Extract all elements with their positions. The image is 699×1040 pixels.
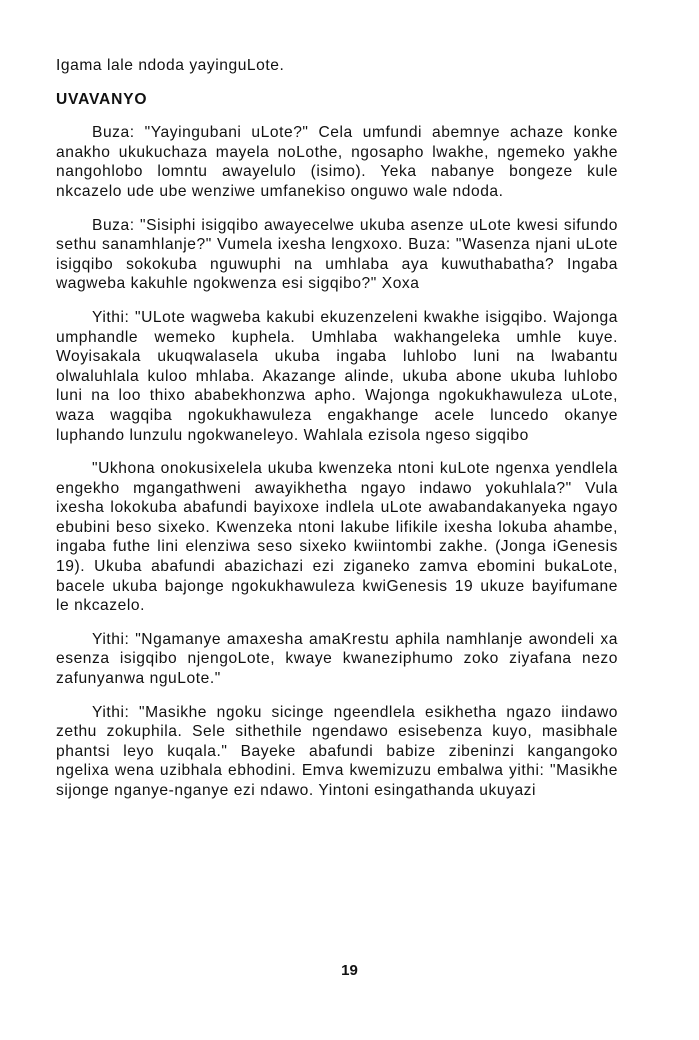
- paragraph-6: Yithi: "Masikhe ngoku sicinge ngeendlela esikhetha ngazo iindawo zethu zokuphila. Sele sithethile ngendawo esisebenza kuyo, masibhale phantsi leyo kuqala." Bayeke abafundi babize zibeninzi kangangoko ngelixa wena uzibhala ebhodini. Emva kwemizuzu embalwa yithi: "Masikhe sijonge nganye-nganye ezi ndawo. Yintoni esingathanda ukuyazi: [56, 703, 618, 799]
- paragraph-1: Buza: "Yayingubani uLote?" Cela umfundi abemnye achaze konke anakho ukukuchaza mayela noLothe, ngosapho lwakhe, ngemeko yakhe nangohlobo lomntu awayelulo (isimo). Yeka nabanye bongeze kule nkcazelo ude ube wenziwe umfanekiso onguwo wale ndoda.: [56, 124, 618, 200]
- paragraph-4: "Ukhona onokusixelela ukuba kwenzeka ntoni kuLote ngenxa yendlela engekho mgangathweni awayikhetha ngayo indawo yokuhlala?" Vula ixesha lokokuba abafundi bayixoxe indlela uLote awabandakanyeka ngayo ebubini beso sixeko. Kwenzeka ntoni lakube lifikile ixesha lokuba ahambe, ingaba futhe lini elenziwa seso sixeko kwiintombi zakhe. (Jonga iGenesis 19). Ukuba abafundi abazichazi ezi ziganeko zamva ebomini bukaLote, bacele ukuba bajonge ngokukhawuleza kwiGenesis 19 ukuze bayifumane le nkcazelo.: [56, 460, 618, 615]
- page-number: 19: [341, 962, 358, 979]
- paragraph-2: Buza: "Sisiphi isigqibo awayecelwe ukuba asenze uLote kwesi sifundo sethu sanamhlanje?" Vumela ixesha lengxoxo. Buza: "Wasenza njani uLote isigqibo sokokuba nguwuphi na umhlaba aya kuwuthabatha? Ingaba wagweba kakuhle ngokwenza esi sigqibo?" Xoxa: [56, 216, 618, 293]
- paragraph-5: Yithi: "Ngamanye amaxesha amaKrestu aphila namhlanje awondeli xa esenza isigqibo njengoLote, kwaye kwaneziphumo zoko ziyafana nezo zafunyanwa nguLote.": [56, 630, 618, 688]
- paragraph-3: Yithi: "ULote wagweba kakubi ekuzenzeleni kwakhe isigqibo. Wajonga umphandle wemeko kuphela. Umhlaba wakhangeleka umhle kuye. Woyisakala ukuqwalasela ukuba ingaba luhlobo luni na lwabantu olwaluhlala kuloo mhlaba. Akazange alinde, ukuba abone ukuba luhlobo luni na loo thixo ababekhonzwa apho. Wajonga ngokukhawuleza uLote, waza wagqiba ngokukhawuleza engakhange acele luncedo okanye luphando lunzulu ngokwaneleyo. Wahlala ezisola ngeso sigqibo: [56, 308, 618, 444]
- section-heading: UVAVANYO: [56, 90, 148, 108]
- document-page: [56, 56, 618, 815]
- opening-line: Igama lale ndoda yayinguLote.: [56, 57, 285, 74]
